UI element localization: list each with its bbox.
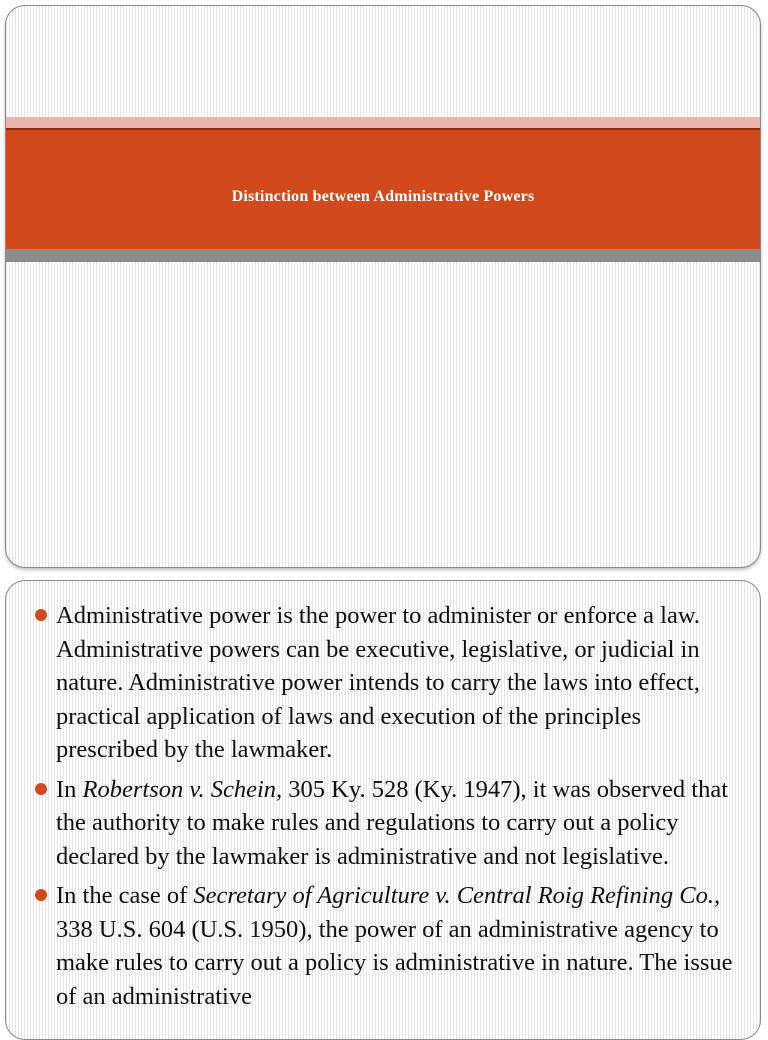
accent-band-light (6, 117, 760, 128)
title-band (6, 130, 760, 249)
bullet-list (20, 599, 746, 1019)
bullet-dot-icon (35, 783, 47, 795)
case-citation: Secretary of Agriculture v. Central Roig Refining Co., (193, 882, 721, 909)
bullet-text-prefix: In (56, 775, 83, 803)
case-citation: Robertson v. Schein, (82, 775, 283, 803)
bullet-text: Administrative power is the power to administer or enforce a law. Administrative powers can be executive, legislative, or judicial in nature. Administrative power intends to carry the laws into effect, practical application of laws and execution of the principles prescribed by the lawmaker. (56, 602, 701, 763)
title-slide (5, 5, 761, 568)
bullet-dot-icon (35, 609, 47, 621)
content-slide (5, 580, 761, 1040)
bullet-text-suffix: 338 U.S. 604 (U.S. 1950), the power of an administrative agency to make rules to carry out a policy is administrative in nature. The issue of an administrative (56, 915, 733, 1010)
bullet-item (20, 879, 746, 1013)
bullet-text-prefix: In the case of (56, 882, 194, 909)
bullet-text-suffix: 305 Ky. 528 (Ky. 1947), it was observed that the authority to make rules and regulations to carry out a policy declared by the lawmaker is administrative and not legislative. (56, 775, 729, 870)
bullet-item (20, 773, 746, 874)
bullet-dot-icon (35, 889, 47, 901)
slide-title: Distinction between Administrative Powers (231, 187, 535, 205)
accent-band-grey (6, 249, 760, 262)
bullet-item (20, 599, 746, 767)
